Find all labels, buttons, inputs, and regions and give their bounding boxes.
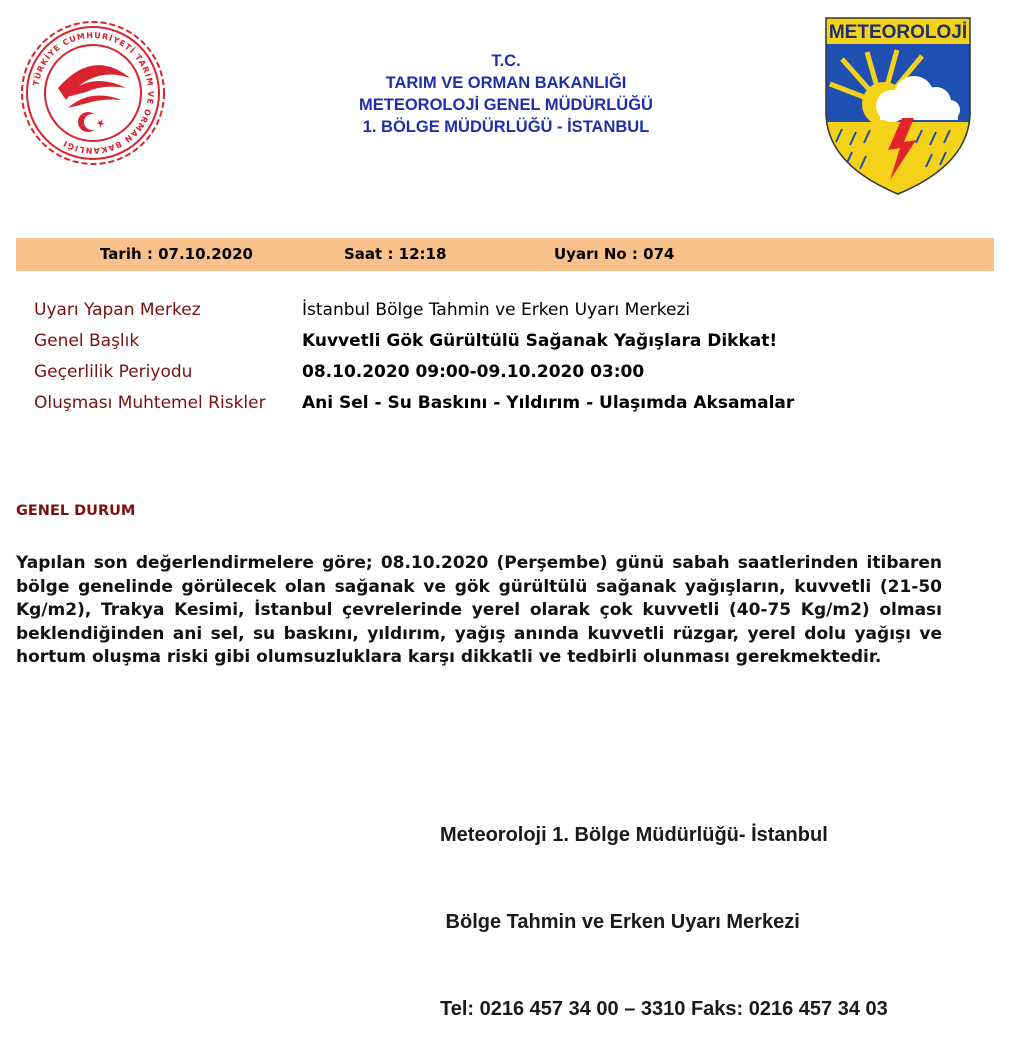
info-bar <box>16 238 994 271</box>
detail-label: Uyarı Yapan Merkez <box>34 300 201 320</box>
date-label: Tarih : 07.10.2020 <box>100 245 253 263</box>
header-line-tc: T.C. <box>491 52 521 70</box>
section-title-general-status: GENEL DURUM <box>16 503 136 519</box>
detail-label: Genel Başlık <box>34 331 140 351</box>
svg-text:TÜRKİYE CUMHURİYETİ TARIM VE O: TÜRKİYE CUMHURİYETİ TARIM VE ORMAN BAKANLIĞI <box>31 30 156 156</box>
detail-row-validity <box>34 361 974 392</box>
document-header <box>0 50 1012 138</box>
detail-row-title <box>34 330 974 361</box>
footer-line-directorate: Meteoroloji 1. Bölge Müdürlüğü- İstanbul <box>440 824 828 846</box>
detail-row-center <box>34 299 974 330</box>
detail-value: Kuvvetli Gök Gürültülü Sağanak Yağışlara Dikkat! <box>302 331 778 351</box>
detail-label: Geçerlilik Periyodu <box>34 362 193 382</box>
detail-value: İstanbul Bölge Tahmin ve Erken Uyarı Merkezi <box>302 300 691 320</box>
footer-line-phone: Tel: 0216 457 34 00 – 3310 Faks: 0216 457 34 03 <box>440 998 888 1020</box>
header-line-directorate: METEOROLOJİ GENEL MÜDÜRLÜĞÜ <box>359 96 653 114</box>
detail-row-risks <box>34 392 974 452</box>
shield-title: METEOROLOJİ <box>828 22 968 43</box>
detail-label: Oluşması Muhtemel Riskler <box>34 393 266 413</box>
contact-footer <box>440 763 888 1053</box>
warning-number-label: Uyarı No : 074 <box>554 245 675 263</box>
warning-details <box>34 299 974 452</box>
general-status-text: Yapılan son değerlendirmelere göre; 08.10.2020 (Perşembe) günü sabah saatlerinden itibaren bölge genelinde görülecek olan sağanak ve gök gürültülü sağanak yağışların, kuvvetli (21-50 Kg/m2), Trakya Kesimi, İstanbul çevrelerinde yerel olarak çok kuvvetli (40-75 Kg/m2) olması beklendiğinden ani sel, su baskını, yıldırım, yağış anında kuvvetli rüzgar, yerel dolu yağışı ve hortum oluşma riski gibi olumsuzluklara karşı dikkatli ve tedbirli olunması gerekmektedir. <box>16 553 942 667</box>
detail-value: 08.10.2020 09:00-09.10.2020 03:00 <box>302 362 645 382</box>
detail-value: Ani Sel - Su Baskını - Yıldırım - Ulaşımda Aksamalar <box>302 393 795 413</box>
header-line-ministry: TARIM VE ORMAN BAKANLIĞI <box>385 74 627 92</box>
time-label: Saat : 12:18 <box>344 245 447 263</box>
footer-line-center: Bölge Tahmin ve Erken Uyarı Merkezi <box>440 911 800 933</box>
header-line-region: 1. BÖLGE MÜDÜRLÜĞÜ - İSTANBUL <box>362 118 650 136</box>
